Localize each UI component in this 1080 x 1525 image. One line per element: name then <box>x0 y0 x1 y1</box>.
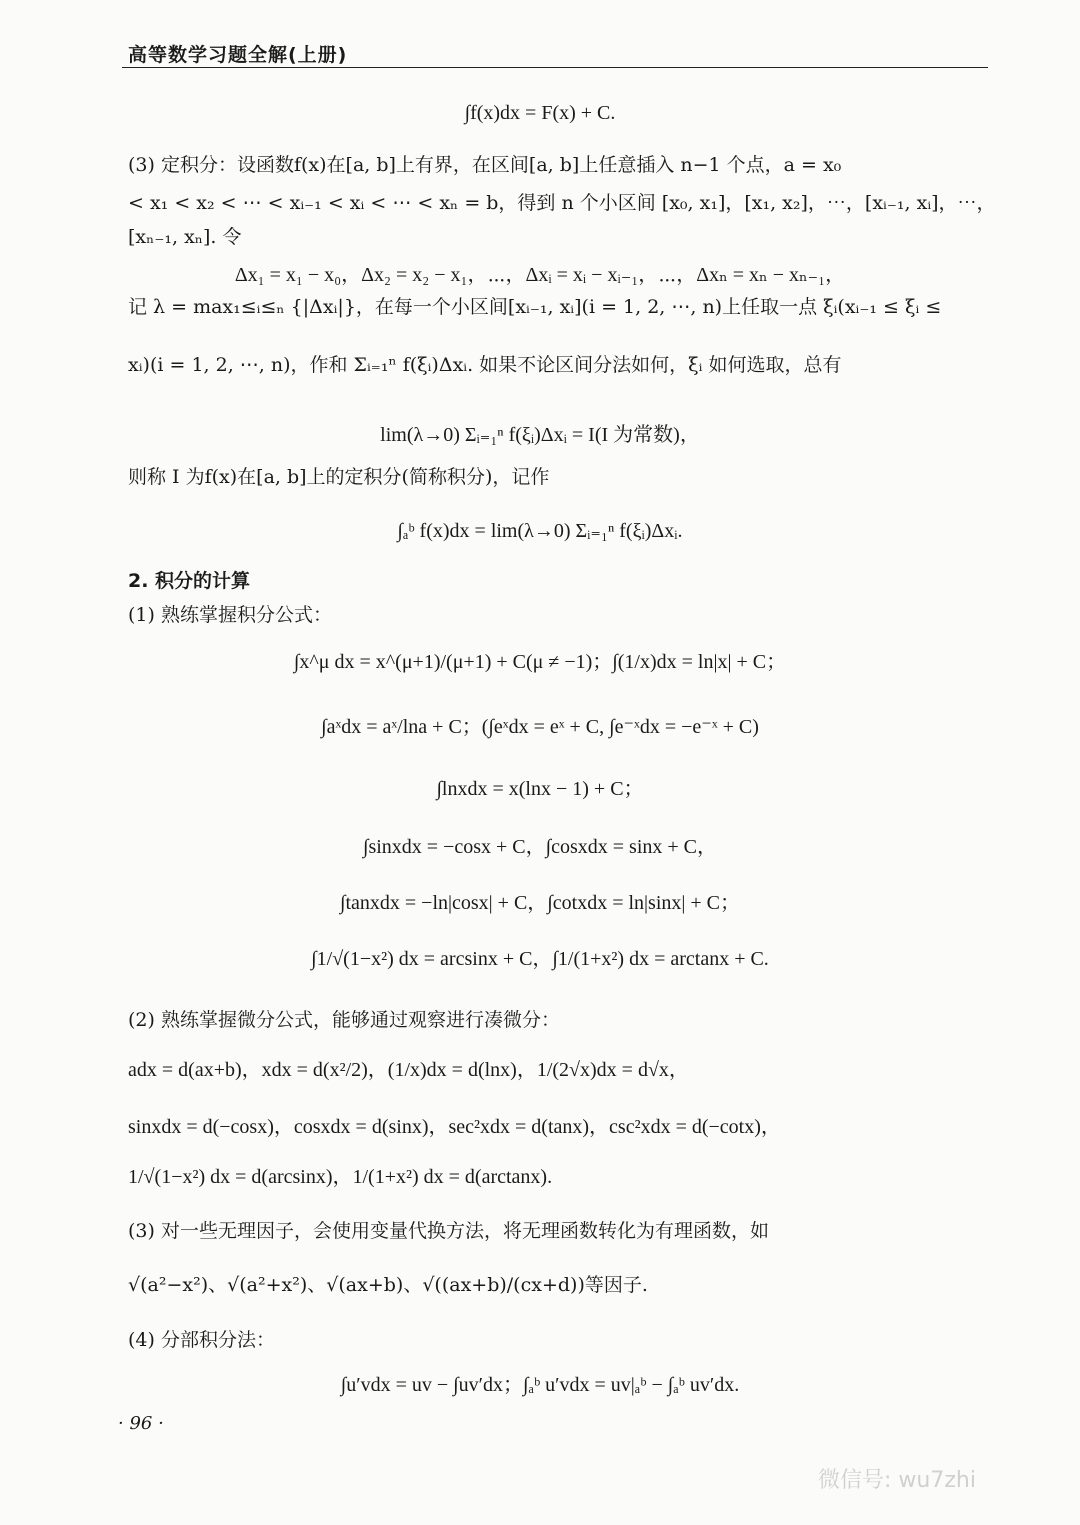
running-header: 高等数学习题全解(上册) <box>128 44 348 66</box>
text-line-l24: √(a²−x²)、√(a²+x²)、√(ax+b)、√((ax+b)/(cx+d))等因子. <box>128 1274 648 1296</box>
text-line-l20: adx = d(ax+b)，xdx = d(x²/2)，(1/x)dx = d(lnx)，1/(2√x)dx = d√x， <box>128 1059 689 1081</box>
watermark: 微信号: wu7zhi <box>818 1468 976 1493</box>
text-line-l06: 记 λ = max₁≤ᵢ≤ₙ {|Δxᵢ|}，在每一个小区间[xᵢ₋₁, xᵢ](i = 1, 2, ⋯, n)上任取一点 ξᵢ(xᵢ₋₁ ≤ ξᵢ ≤ <box>128 296 942 318</box>
text-line-l04: [xₙ₋₁, xₙ]. 令 <box>128 226 242 248</box>
text-line-l25: (4) 分部积分法： <box>128 1329 275 1351</box>
text-line-l12: (1) 熟练掌握积分公式： <box>128 604 332 626</box>
text-line-l03: < x₁ < x₂ < ⋯ < xᵢ₋₁ < xᵢ < ⋯ < xₙ = b，得到 n 个小区间 [x₀, x₁]，[x₁, x₂]，⋯，[xᵢ₋₁, xᵢ]，⋯， <box>128 192 996 214</box>
text-line-l22: 1/√(1−x²) dx = d(arcsinx)，1/(1+x²) dx = d(arctanx). <box>128 1166 553 1188</box>
text-line-l14: ∫aˣdx = aˣ/lna + C；(∫eˣdx = eˣ + C, ∫e⁻ˣdx = −e⁻ˣ + C) <box>321 716 759 738</box>
text-line-l11: 2. 积分的计算 <box>128 570 251 592</box>
page-number: · 96 · <box>118 1413 164 1434</box>
text-line-l23: (3) 对一些无理因子，会使用变量代换方法，将无理函数转化为有理函数，如 <box>128 1220 769 1242</box>
text-line-l01: ∫f(x)dx = F(x) + C. <box>464 102 616 124</box>
text-line-l13: ∫x^μ dx = x^(μ+1)/(μ+1) + C(μ ≠ −1)；∫(1/x)dx = ln|x| + C； <box>293 651 787 673</box>
text-line-l10: ∫ₐᵇ f(x)dx = lim(λ→0) Σᵢ₌₁ⁿ f(ξᵢ)Δxᵢ. <box>397 520 683 542</box>
text-line-l15: ∫lnxdx = x(lnx − 1) + C； <box>436 778 644 800</box>
text-line-l09: 则称 I 为f(x)在[a, b]上的定积分(简称积分)，记作 <box>128 466 550 488</box>
text-line-l05: Δx₁ = x₁ − x₀，Δx₂ = x₂ − x₁，⋯，Δxᵢ = xᵢ − xᵢ₋₁，⋯，Δxₙ = xₙ − xₙ₋₁， <box>234 264 846 286</box>
text-line-l02: (3) 定积分：设函数f(x)在[a, b]上有界，在区间[a, b]上任意插入 n−1 个点，a = x₀ <box>128 154 842 176</box>
text-line-l26: ∫u′vdx = uv − ∫uv′dx；∫ₐᵇ u′vdx = uv|ₐᵇ − ∫ₐᵇ uv′dx. <box>340 1374 740 1396</box>
text-line-l18: ∫1/√(1−x²) dx = arcsinx + C，∫1/(1+x²) dx = arctanx + C. <box>311 948 769 970</box>
text-line-l17: ∫tanxdx = −ln|cosx| + C，∫cotxdx = ln|sinx| + C； <box>339 892 741 914</box>
text-line-l19: (2) 熟练掌握微分公式，能够通过观察进行凑微分： <box>128 1009 560 1031</box>
text-line-l08: lim(λ→0) Σᵢ₌₁ⁿ f(ξᵢ)Δxᵢ = I(I 为常数)， <box>380 424 700 446</box>
text-line-l07: xᵢ)(i = 1, 2, ⋯, n)，作和 Σᵢ₌₁ⁿ f(ξᵢ)Δxᵢ. 如果不论区间分法如何，ξᵢ 如何选取，总有 <box>128 354 842 376</box>
text-line-l16: ∫sinxdx = −cosx + C，∫cosxdx = sinx + C， <box>362 836 718 858</box>
text-line-l21: sinxdx = d(−cosx)，cosxdx = d(sinx)，sec²xdx = d(tanx)，csc²xdx = d(−cotx)， <box>128 1116 781 1138</box>
header-rule <box>122 67 988 68</box>
